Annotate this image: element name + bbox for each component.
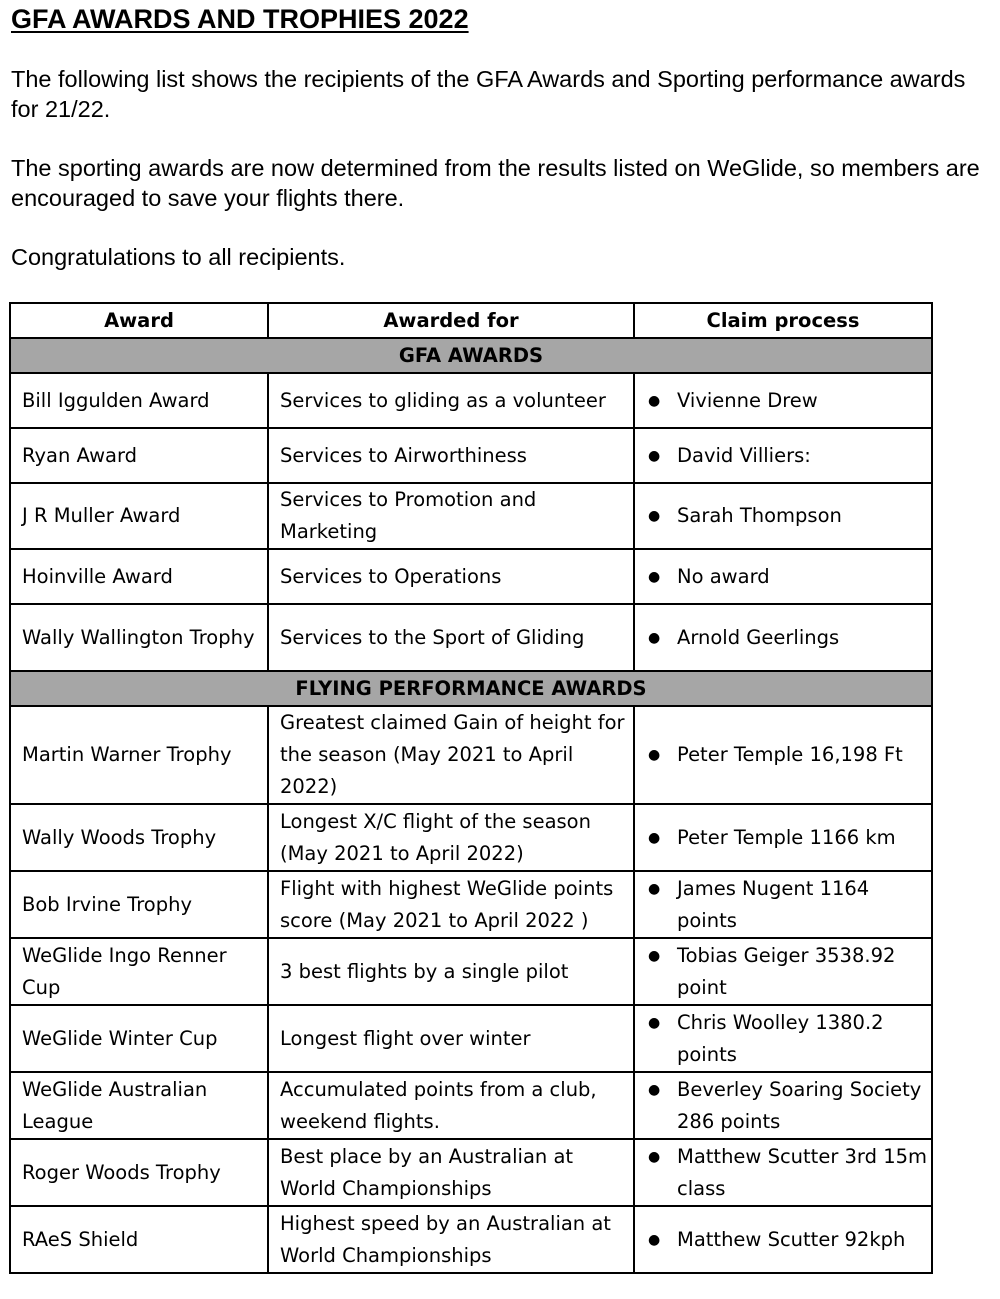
awarded-for-cell: Services to the Sport of Gliding — [268, 604, 634, 671]
table-row — [10, 871, 932, 938]
bullet-icon: ● — [648, 568, 661, 585]
awarded-for-cell: Greatest claimed Gain of height for the season (May 2021 to April 2022) — [268, 706, 634, 804]
recipient-text: James Nugent 1164 points — [677, 876, 870, 932]
recipient-item — [648, 385, 931, 417]
award-name-cell: Ryan Award — [10, 428, 268, 483]
table-row — [10, 1005, 932, 1072]
award-name-cell: WeGlide Winter Cup — [10, 1005, 268, 1072]
recipient-item — [648, 739, 931, 771]
awarded-for-cell: 3 best flights by a single pilot — [268, 938, 634, 1005]
table-row — [10, 1206, 932, 1273]
column-header-awarded-for: Awarded for — [268, 303, 634, 338]
recipient-text: Beverley Soaring Society 286 points — [677, 1077, 922, 1133]
claim-process-cell — [634, 804, 932, 871]
awarded-for-cell: Services to Operations — [268, 549, 634, 604]
awarded-for-cell: Services to Promotion and Marketing — [268, 483, 634, 549]
intro-paragraph: The following list shows the recipients of the GFA Awards and Sporting performance awards for 21/22. — [11, 66, 966, 122]
recipient-list — [646, 561, 931, 593]
table-row — [10, 549, 932, 604]
recipient-text: Tobias Geiger 3538.92 point — [677, 943, 896, 999]
bullet-icon: ● — [648, 629, 661, 646]
column-header-award: Award — [10, 303, 268, 338]
recipient-text: Chris Woolley 1380.2 points — [677, 1010, 884, 1066]
recipient-list — [646, 1074, 931, 1138]
awarded-for-cell: Longest flight over winter — [268, 1005, 634, 1072]
claim-process-cell — [634, 549, 932, 604]
section-header-row — [10, 338, 932, 373]
awards-table-body — [10, 338, 932, 1273]
table-row — [10, 373, 932, 428]
table-row — [10, 1139, 932, 1206]
bullet-icon: ● — [648, 880, 661, 897]
awards-table — [9, 302, 933, 1274]
recipient-item — [648, 822, 931, 854]
section-header-row — [10, 671, 932, 706]
award-name-cell: WeGlide Australian League — [10, 1072, 268, 1139]
table-row — [10, 428, 932, 483]
section-title: GFA AWARDS — [10, 338, 932, 373]
recipient-text: Peter Temple 1166 km — [677, 825, 896, 849]
bullet-icon: ● — [648, 392, 661, 409]
recipient-item — [648, 500, 931, 532]
bullet-icon: ● — [648, 829, 661, 846]
recipient-list — [646, 822, 931, 854]
award-name-cell: Wally Woods Trophy — [10, 804, 268, 871]
recipient-list — [646, 1007, 931, 1071]
claim-process-cell — [634, 604, 932, 671]
awarded-for-cell: Highest speed by an Australian at World Championships — [268, 1206, 634, 1273]
recipient-list — [646, 500, 931, 532]
table-row — [10, 1072, 932, 1139]
award-name-cell: Wally Wallington Trophy — [10, 604, 268, 671]
recipient-list — [646, 873, 931, 937]
bullet-icon: ● — [648, 747, 661, 763]
recipient-text: Matthew Scutter 3rd 15m class — [677, 1144, 927, 1200]
recipient-list — [646, 385, 931, 417]
recipient-item — [648, 1074, 931, 1138]
page-title: GFA AWARDS AND TROPHIES 2022 — [11, 4, 469, 34]
recipient-list — [646, 1141, 931, 1205]
bullet-icon: ● — [648, 508, 661, 524]
claim-process-cell — [634, 483, 932, 549]
recipient-list — [646, 940, 931, 1004]
intro-paragraph: The sporting awards are now determined from the results listed on WeGlide, so members are encouraged to save your flights there. — [11, 155, 980, 211]
recipient-text: Peter Temple 16,198 Ft — [677, 743, 903, 766]
awarded-for-cell: Longest X/C flight of the season (May 2021 to April 2022) — [268, 804, 634, 871]
recipient-item — [648, 1141, 931, 1205]
column-header-claim-process: Claim process — [634, 303, 932, 338]
recipient-item — [648, 1007, 931, 1071]
claim-process-cell — [634, 1206, 932, 1273]
awarded-for-cell: Best place by an Australian at World Championships — [268, 1139, 634, 1206]
award-name-cell: J R Muller Award — [10, 483, 268, 549]
bullet-icon: ● — [648, 1231, 661, 1248]
recipient-item — [648, 1224, 931, 1256]
table-row — [10, 604, 932, 671]
claim-process-cell — [634, 373, 932, 428]
table-row — [10, 483, 932, 549]
recipient-text: Matthew Scutter 92kph — [677, 1227, 906, 1251]
claim-process-cell — [634, 706, 932, 804]
bullet-icon: ● — [648, 1014, 661, 1031]
table-row — [10, 804, 932, 871]
recipient-text: David Villiers: — [677, 443, 811, 467]
awarded-for-cell: Flight with highest WeGlide points score (May 2021 to April 2022 ) — [268, 871, 634, 938]
claim-process-cell — [634, 1072, 932, 1139]
table-row — [10, 938, 932, 1005]
bullet-icon: ● — [648, 1081, 661, 1098]
award-name-cell: Bob Irvine Trophy — [10, 871, 268, 938]
awarded-for-cell: Services to Airworthiness — [268, 428, 634, 483]
recipient-text: Vivienne Drew — [677, 388, 818, 412]
claim-process-cell — [634, 1139, 932, 1206]
awarded-for-cell: Services to gliding as a volunteer — [268, 373, 634, 428]
claim-process-cell — [634, 428, 932, 483]
recipient-item — [648, 940, 931, 1004]
recipient-text: Arnold Geerlings — [677, 625, 840, 649]
recipient-list — [646, 622, 931, 654]
recipient-list — [646, 739, 931, 771]
award-name-cell: WeGlide Ingo Renner Cup — [10, 938, 268, 1005]
recipient-item — [648, 622, 931, 654]
recipient-item — [648, 561, 931, 593]
recipient-text: Sarah Thompson — [677, 504, 842, 527]
claim-process-cell — [634, 871, 932, 938]
table-header-row — [10, 303, 932, 338]
bullet-icon: ● — [648, 447, 661, 464]
section-title: FLYING PERFORMANCE AWARDS — [10, 671, 932, 706]
claim-process-cell — [634, 938, 932, 1005]
recipient-item — [648, 873, 931, 937]
recipient-text: No award — [677, 564, 770, 588]
bullet-icon: ● — [648, 947, 661, 964]
claim-process-cell — [634, 1005, 932, 1072]
recipient-list — [646, 440, 931, 472]
award-name-cell: RAeS Shield — [10, 1206, 268, 1273]
bullet-icon: ● — [648, 1148, 661, 1165]
recipient-list — [646, 1224, 931, 1256]
table-row — [10, 706, 932, 804]
intro-paragraph: Congratulations to all recipients. — [11, 244, 346, 270]
award-name-cell: Roger Woods Trophy — [10, 1139, 268, 1206]
recipient-item — [648, 440, 931, 472]
award-name-cell: Bill Iggulden Award — [10, 373, 268, 428]
award-name-cell: Hoinville Award — [10, 549, 268, 604]
awarded-for-cell: Accumulated points from a club, weekend flights. — [268, 1072, 634, 1139]
award-name-cell: Martin Warner Trophy — [10, 706, 268, 804]
